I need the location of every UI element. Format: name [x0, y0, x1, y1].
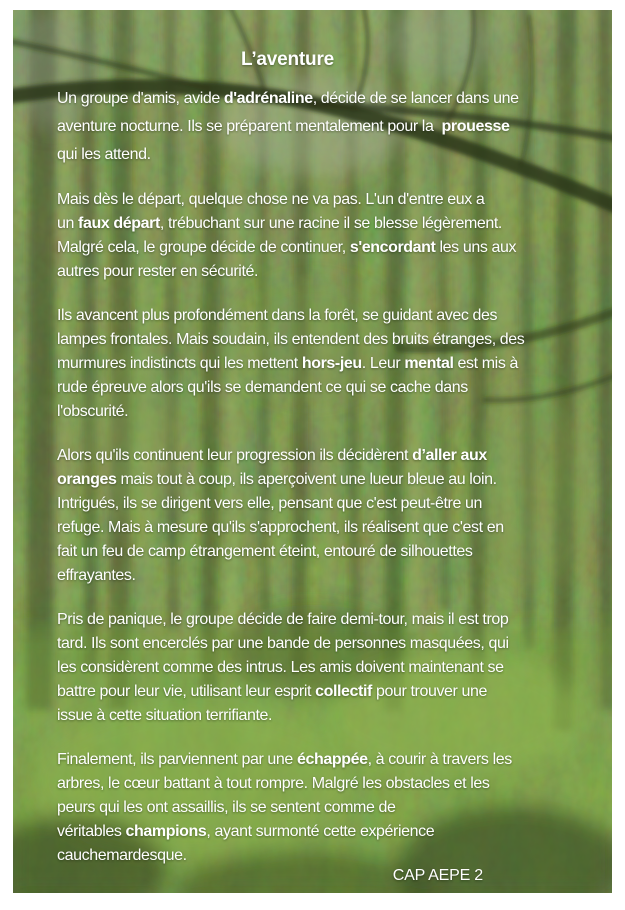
paragraph-line: rude épreuve alors qu'ils se demandent ce qui se cache dans	[57, 379, 468, 396]
paragraph	[57, 608, 562, 728]
paragraph-line: l'obscurité.	[57, 403, 129, 420]
paragraph-line: tard. Ils sont encerclés par une bande de personnes masquées, qui	[57, 635, 509, 652]
paragraph-line: murmures indistincts qui les mettent hors-jeu. Leur mental est mis à	[57, 355, 518, 372]
paragraph-line: Pris de panique, le groupe décide de faire demi-tour, mais il est trop	[57, 611, 509, 628]
footer-label: CAP AEPE 2	[392, 867, 483, 884]
paragraph-line: cauchemardesque.	[57, 847, 187, 864]
paragraph-line: effrayantes.	[57, 567, 136, 584]
paragraph-line: issue à cette situation terrifiante.	[57, 707, 273, 724]
paragraph	[57, 444, 562, 588]
paragraph-line: Intrigués, ils se dirigent vers elle, pensant que c'est peut-être un	[57, 495, 482, 512]
paragraph-line: fait un feu de camp étrangement éteint, entouré de silhouettes	[57, 543, 473, 560]
paragraph-line: aventure nocturne. Ils se préparent mentalement pour la prouesse	[57, 118, 510, 135]
paragraph-line: oranges mais tout à coup, ils aperçoivent une lueur bleue au loin.	[57, 471, 497, 488]
paragraph-line: les considèrent comme des intrus. Les amis doivent maintenant se	[57, 659, 504, 676]
paragraph-line: Alors qu'ils continuent leur progression ils décidèrent d’aller aux	[57, 447, 487, 464]
document-content	[13, 10, 612, 893]
paragraph	[57, 304, 562, 424]
paragraph-line: autres pour rester en sécurité.	[57, 263, 259, 280]
paragraph-line: Mais dès le départ, quelque chose ne va pas. L'un d'entre eux a	[57, 191, 485, 208]
document-body	[57, 85, 562, 868]
paragraph	[57, 748, 562, 868]
paragraph-line: refuge. Mais à mesure qu'ils s'approchent, ils réalisent que c'est en	[57, 519, 504, 536]
paragraph-line: arbres, le cœur battant à tout rompre. Malgré les obstacles et les	[57, 775, 490, 792]
paragraph-line: Ils avancent plus profondément dans la forêt, se guidant avec des	[57, 307, 498, 324]
paragraph	[57, 85, 562, 169]
paragraph-line: Un groupe d'amis, avide d'adrénaline, décide de se lancer dans une	[57, 90, 519, 107]
paragraph-line: battre pour leur vie, utilisant leur esprit collectif pour trouver une	[57, 683, 488, 700]
paragraph-line: Malgré cela, le groupe décide de continuer, s'encordant les uns aux	[57, 239, 517, 256]
paragraph-line: qui les attend.	[57, 146, 151, 163]
document-title: L’aventure	[240, 49, 335, 70]
paragraph-line: peurs qui les ont assaillis, ils se sentent comme de	[57, 799, 396, 816]
paragraph-line: lampes frontales. Mais soudain, ils entendent des bruits étranges, des	[57, 331, 525, 348]
paragraph-line: un faux départ, trébuchant sur une racine il se blesse légèrement.	[57, 215, 502, 232]
paragraph	[57, 188, 562, 284]
paragraph-line: Finalement, ils parviennent par une échappée, à courir à travers les	[57, 751, 512, 768]
paragraph-line: véritables champions, ayant surmonté cette expérience	[57, 823, 435, 840]
